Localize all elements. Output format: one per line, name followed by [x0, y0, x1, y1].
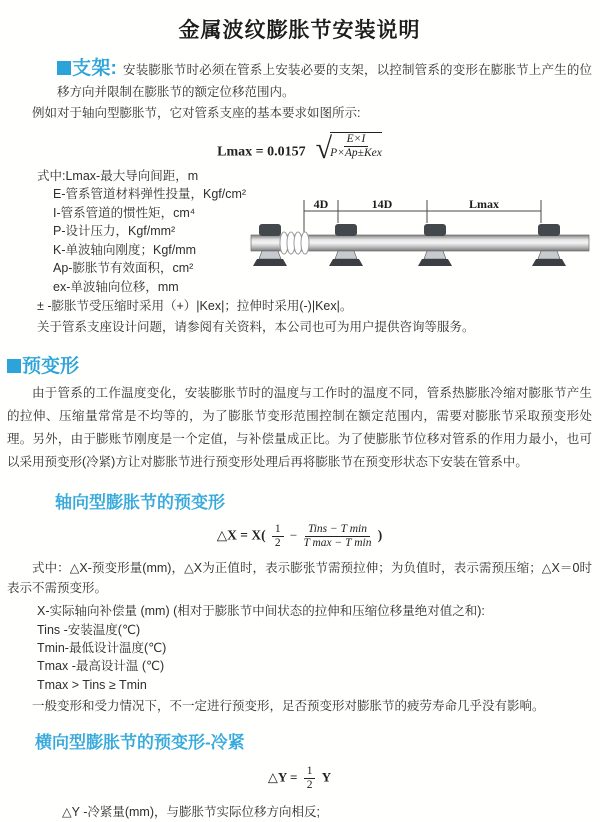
definition-row: E-管系管道材料弹性投量，Kgf/cm²	[53, 187, 247, 202]
temperature-ratio-fraction: $\frac{\text{Tins − T min}}{\text{T max − T min}}$	[303, 523, 372, 550]
preform-paragraph: 由于管系的工作温度变化，安装膨胀节时的温度与工作时的温度不同，管系热膨胀冷缩对膨胀节产生的拉伸、压缩量常常是不均等的，为了膨胀节变形范围控制在额定范围内，需要对膨胀节采取预变形处理。另外，由于膨账节刚度是一个定值，与补偿量成正比。为了使膨胀节位移对管系的作用力最小，也可以采用预变形(冷紧)方让对膨胀节进行预变形处理后再将膨胀节在预变形状态下安装在管系中。	[7, 386, 592, 470]
one-half-fraction: $\frac{1}{2}$	[272, 523, 284, 550]
definition-row: ex-单波轴向位移，mm	[53, 280, 179, 295]
axial-def-row: X-实际轴向补偿量 (mm) (相对于膨胀节中间状态的拉伸和压缩位移量绝对值之和):	[37, 604, 485, 619]
axial-note: 一般变形和受力情况下，不一定进行预变形，足否预变形对膨胀节的疲劳寿命几乎没有影响。	[32, 699, 545, 714]
minus-sign: −	[289, 527, 298, 543]
lmax-fraction-numerator: E×I	[344, 133, 369, 147]
axial-explain: 式中：△X-预变形量(mm)，△X为正值时，表示膨张节需预拉伸；为负值时，表示需预压缩；△X＝0时表示不需预变形。	[7, 561, 592, 596]
section-bullet-square-icon	[57, 61, 71, 75]
axial-def-row: Tins -安装温度(℃)	[37, 622, 141, 637]
dim-label-lmax: Lmax	[469, 196, 499, 211]
axial-formula-lhs: △X = X(	[216, 527, 266, 543]
page-title: 金属波纹膨胀节安装说明	[178, 19, 421, 42]
axial-subsection-heading: 轴向型膨胀节的预变形	[55, 493, 225, 513]
dim-label-4d: 4D	[313, 196, 329, 211]
lmax-fraction-denominator: P×Ap±Kex	[330, 147, 382, 159]
lateral-note: △Y -冷紧量(mm)，与膨胀节实际位移方向相反;	[62, 805, 320, 820]
lmax-formula	[7, 131, 592, 165]
definition-row: 式中:Lmax-最大导向间距，m	[37, 168, 199, 183]
lateral-formula-lhs: △Y =	[267, 769, 298, 785]
lmax-formula-lhs: Lmax = 0.0157	[217, 144, 306, 160]
lateral-formula	[7, 765, 592, 792]
support-example-line: 例如对于轴向型膨胀节，它对管系支座的基本要求如图所示:	[32, 106, 361, 120]
one-half-fraction: $\frac{1}{2}$	[304, 765, 316, 792]
support-intro-paragraph	[7, 58, 592, 103]
lateral-formula-rhs: Y	[321, 769, 332, 785]
preform-section-heading: 预变形	[22, 356, 80, 378]
definition-row: I-管系管道的惯性矩，cm⁴	[53, 205, 196, 220]
pipe-support-diagram	[247, 195, 600, 297]
axial-def-row: Tmin-最低设计温度(℃)	[37, 641, 167, 656]
axial-def-row: Tmax > Tins ≥ Tmin	[37, 677, 147, 692]
section-bullet-square-icon	[7, 359, 21, 373]
lateral-subsection-heading: 横向型膨胀节的预变形-冷紧	[35, 733, 245, 753]
sqrt-radical-icon: √ $\frac{E\times I}{\text{P×Ap±Kex}}$	[315, 131, 382, 165]
definition-row: P-设计压力，Kgf/mm²	[53, 224, 176, 239]
preform-section-heading-row	[7, 351, 592, 378]
axial-preform-formula	[7, 523, 592, 550]
right-paren: )	[377, 527, 383, 543]
dim-label-14d: 14D	[371, 196, 393, 211]
support-section-heading: 支架:	[72, 58, 117, 79]
support-intro-text: 安装膨胀节时必须在管系上安装必要的支架，以控制管系的变形在膨胀节上产生的位移方向并限制在膨胀节的额定位移范围内。	[57, 63, 592, 99]
support-note: 关于管系支座设计问题，请参阅有关资料，本公司也可为用户提供咨询等服务。	[37, 320, 475, 335]
axial-def-row: Tmax -最高设计温 (℃)	[37, 659, 165, 674]
definition-row: ± -膨胀节受压缩时采用（+）|Kex|；拉伸时采用(-)|Kex|。	[37, 298, 353, 313]
definition-row: Ap-膨胀节有效面积，cm²	[53, 261, 194, 276]
lmax-fraction	[330, 132, 382, 160]
definitions-and-diagram	[7, 167, 592, 316]
definition-row: K-单波轴向刚度；Kgf/mm	[53, 242, 197, 257]
